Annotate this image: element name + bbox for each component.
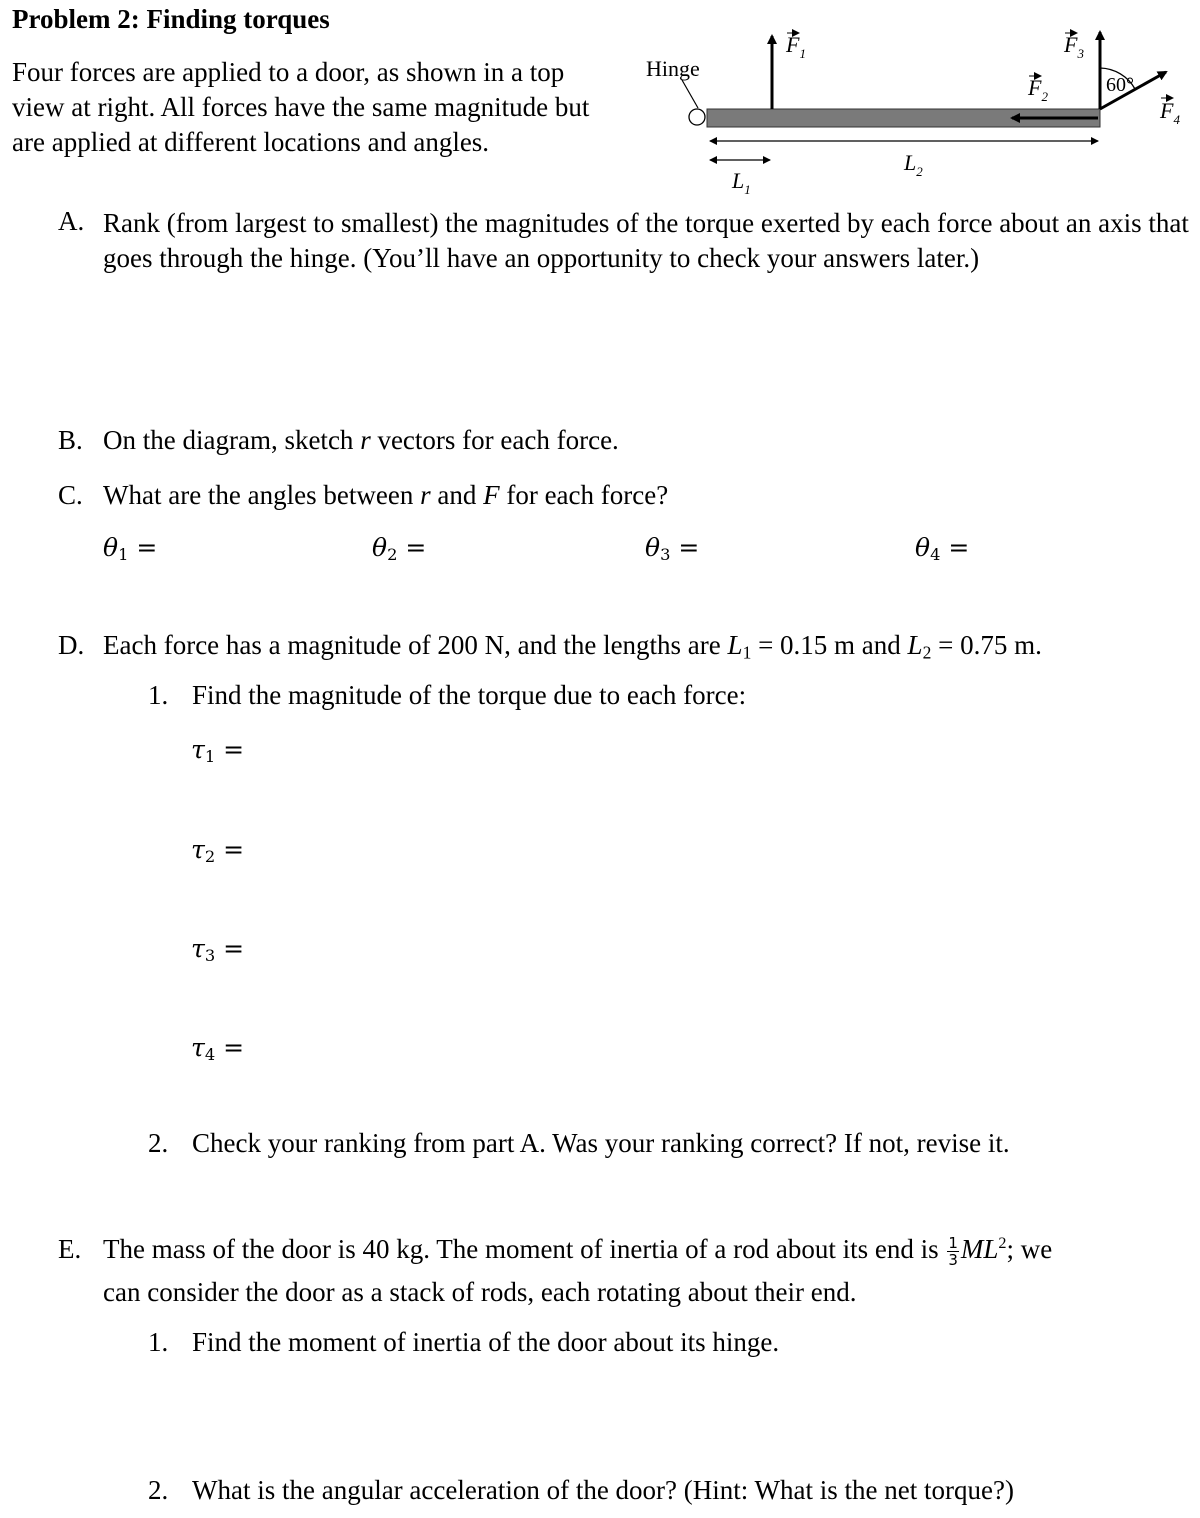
tau-3-field[interactable]: $\tau_3$ =: [191, 934, 245, 966]
part-c-text: What are the angles between r and F for each force?: [103, 480, 669, 510]
theta-4-field[interactable]: $\theta_4$ =: [915, 533, 970, 565]
part-d1-number: 1.: [148, 680, 169, 710]
l1-label: $L_1$: [732, 168, 751, 197]
part-a-text: Rank (from largest to smallest) the magnitudes of the torque exerted by each force about an axis that goes through the hinge. (You’ll have an opportunity to check your answers later.): [103, 208, 1189, 273]
part-e1-text: Find the moment of inertia of the door about its hinge.: [192, 1327, 780, 1357]
part-e-text-line1: The mass of the door is 40 kg. The moment of inertia of a rod about its end is $\frac{1}{3}$ $ML^2$; we: [103, 1234, 1053, 1270]
tau-1-field[interactable]: $\tau_1$ =: [191, 735, 245, 767]
theta-1-field[interactable]: $\theta_1$ =: [103, 533, 158, 565]
page-title: Problem 2: Finding torques: [12, 4, 330, 34]
angle-label: 60°: [1106, 74, 1134, 96]
part-d-letter: D.: [58, 630, 85, 660]
tau-4-field[interactable]: $\tau_4$ =: [191, 1033, 245, 1065]
fraction-one-third: $\frac{1}{3}$: [948, 1234, 958, 1270]
hinge-circle: [689, 109, 705, 125]
part-b-letter: B.: [58, 425, 83, 455]
force-3-label: $F_3$: [1064, 32, 1084, 61]
part-e-text-line2: can consider the door as a stack of rods, each rotating about their end.: [103, 1277, 857, 1307]
hinge-pointer: [682, 80, 698, 108]
part-d1-text: Find the magnitude of the torque due to each force:: [192, 680, 747, 710]
door-diagram: [620, 20, 1200, 200]
part-d2-text: Check your ranking from part A. Was your ranking correct? If not, revise it.: [192, 1128, 1010, 1158]
force-2-label: $F_2$: [1028, 75, 1048, 104]
hinge-label: Hinge: [646, 56, 700, 81]
l2-label: $L_2$: [904, 150, 923, 179]
part-e-letter: E.: [58, 1234, 82, 1264]
force-4-label: $F_4$: [1160, 98, 1180, 127]
force-1-label: $F_1$: [786, 32, 806, 61]
part-a-letter: A.: [58, 206, 85, 236]
intro-paragraph: Four forces are applied to a door, as shown in a top view at right. All forces have the same magnitude but are applied at different locations and angles.: [12, 57, 590, 157]
theta-2-field[interactable]: $\theta_2$ =: [372, 533, 427, 565]
part-d2-number: 2.: [148, 1128, 169, 1158]
part-e2-number: 2.: [148, 1475, 169, 1505]
part-e1-number: 1.: [148, 1327, 169, 1357]
theta-3-field[interactable]: $\theta_3$ =: [645, 533, 700, 565]
r-vector: r: [360, 425, 371, 455]
part-d-text: Each force has a magnitude of 200 N, and the lengths are $L_1 = 0.15$ m and $L_2 = 0.75$ m.: [103, 630, 1042, 663]
part-e2-text: What is the angular acceleration of the door? (Hint: What is the net torque?): [192, 1475, 1014, 1505]
part-b-text: On the diagram, sketch r vectors for each force.: [103, 425, 619, 455]
part-c-letter: C.: [58, 480, 83, 510]
tau-2-field[interactable]: $\tau_2$ =: [191, 835, 245, 867]
